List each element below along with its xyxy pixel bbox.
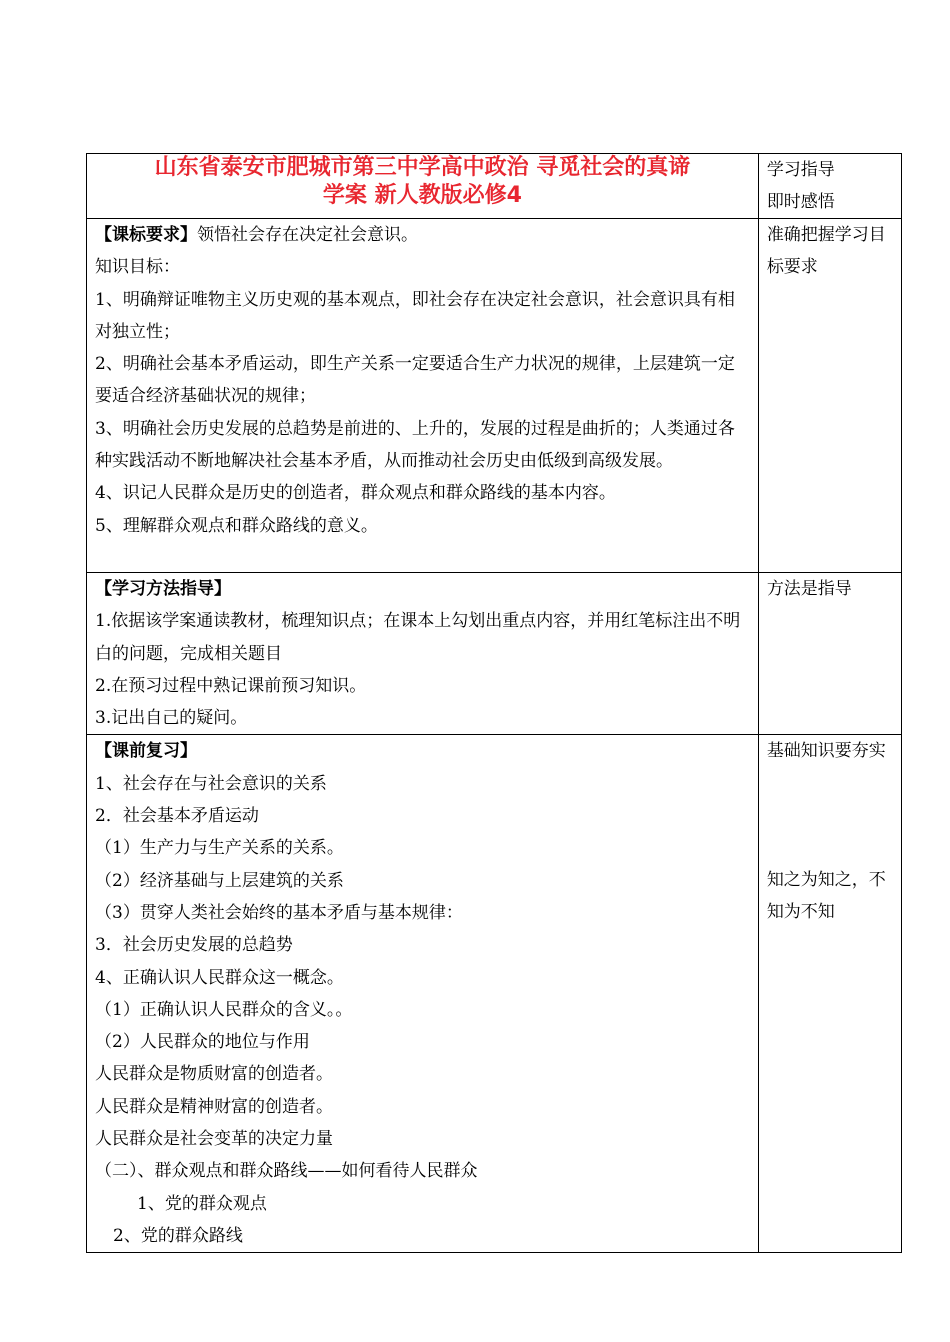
review-side-note-2: 知之为知之，不知为不知 bbox=[766, 870, 886, 923]
requirements-line: 3、明确社会历史发展的总趋势是前进的、上升的，发展的过程是曲折的；人类通过各种实践活动不断地解决社会基本矛盾，从而推动社会历史由低级到高级发展。 bbox=[95, 418, 735, 472]
study-guide-table bbox=[86, 153, 902, 1253]
requirements-cell bbox=[87, 219, 759, 573]
document-title bbox=[87, 154, 758, 210]
requirements-heading-line bbox=[87, 219, 758, 251]
review-row bbox=[87, 735, 902, 1253]
title-line-2: 学案 新人教版必修4 bbox=[322, 183, 522, 208]
review-side-cell bbox=[758, 735, 901, 1253]
side-header-2: 即时感悟 bbox=[766, 192, 835, 212]
requirements-line: 4、识记人民群众是历史的创造者，群众观点和群众路线的基本内容。 bbox=[95, 483, 616, 504]
requirements-line: 1、明确辩证唯物主义历史观的基本观点，即社会存在决定社会意识，社会意识具有相对独立性； bbox=[95, 289, 735, 342]
header-side-cell bbox=[758, 154, 901, 219]
side-spacer bbox=[759, 767, 901, 864]
review-cell bbox=[87, 735, 759, 1253]
method-side-cell bbox=[758, 573, 901, 735]
review-line: （3）贯穿人类社会始终的基本矛盾与基本规律： bbox=[95, 902, 463, 923]
review-sub-point-2: 2、党的群众路线 bbox=[113, 1225, 243, 1246]
method-line: 2.在预习过程中熟记课前预习知识。 bbox=[95, 675, 367, 696]
requirements-intro: 领悟社会存在决定社会意识。 bbox=[197, 225, 418, 245]
requirements-row bbox=[87, 219, 902, 573]
requirements-line: 知识目标： bbox=[95, 257, 180, 278]
review-line: （1）正确认识人民群众的含义。。 bbox=[95, 999, 353, 1020]
requirements-side-note: 准确把握学习目标要求 bbox=[766, 225, 886, 277]
method-cell bbox=[87, 573, 759, 735]
review-line: 人民群众是物质财富的创造者。 bbox=[95, 1064, 333, 1085]
review-line: 人民群众是社会变革的决定力量 bbox=[95, 1129, 333, 1150]
review-heading: 【课前复习】 bbox=[95, 741, 197, 762]
review-line: （二）、群众观点和群众路线——如何看待人民群众 bbox=[95, 1161, 478, 1182]
side-header-1: 学习指导 bbox=[766, 160, 835, 180]
review-line: （2）人民群众的地位与作用 bbox=[95, 1032, 310, 1053]
method-line: 3.记出自己的疑问。 bbox=[95, 708, 248, 729]
review-line: （1）生产力与生产关系的关系。 bbox=[95, 838, 344, 859]
title-cell bbox=[87, 154, 759, 219]
requirements-line: 5、理解群众观点和群众路线的意义。 bbox=[95, 515, 378, 536]
review-line: 1、社会存在与社会意识的关系 bbox=[95, 773, 327, 794]
method-line: 1.依据该学案通读教材，梳理知识点；在课本上勾划出重点内容，并用红笔标注出不明白的问题，完成相关题目 bbox=[95, 611, 741, 664]
review-line: 4、正确认识人民群众这一概念。 bbox=[95, 967, 344, 988]
title-row bbox=[87, 154, 902, 219]
review-line: 3．社会历史发展的总趋势 bbox=[95, 935, 293, 956]
method-row bbox=[87, 573, 902, 735]
review-line: 2．社会基本矛盾运动 bbox=[95, 806, 259, 827]
review-side-note-1: 基础知识要夯实 bbox=[766, 741, 886, 762]
method-heading: 【学习方法指导】 bbox=[95, 579, 231, 599]
method-side-note: 方法是指导 bbox=[766, 579, 852, 599]
review-line: （2）经济基础与上层建筑的关系 bbox=[95, 870, 344, 891]
title-line-1: 山东省泰安市肥城市第三中学高中政治 寻觅社会的真谛 bbox=[154, 155, 691, 180]
review-line: 人民群众是精神财富的创造者。 bbox=[95, 1096, 333, 1117]
requirements-line: 2、明确社会基本矛盾运动，即生产关系一定要适合生产力状况的规律，上层建筑一定要适合经济基础状况的规律； bbox=[95, 354, 735, 407]
requirements-heading: 【课标要求】 bbox=[95, 225, 197, 245]
requirements-side-cell bbox=[758, 219, 901, 573]
review-sub-point-1: 1、党的群众观点 bbox=[137, 1193, 267, 1214]
